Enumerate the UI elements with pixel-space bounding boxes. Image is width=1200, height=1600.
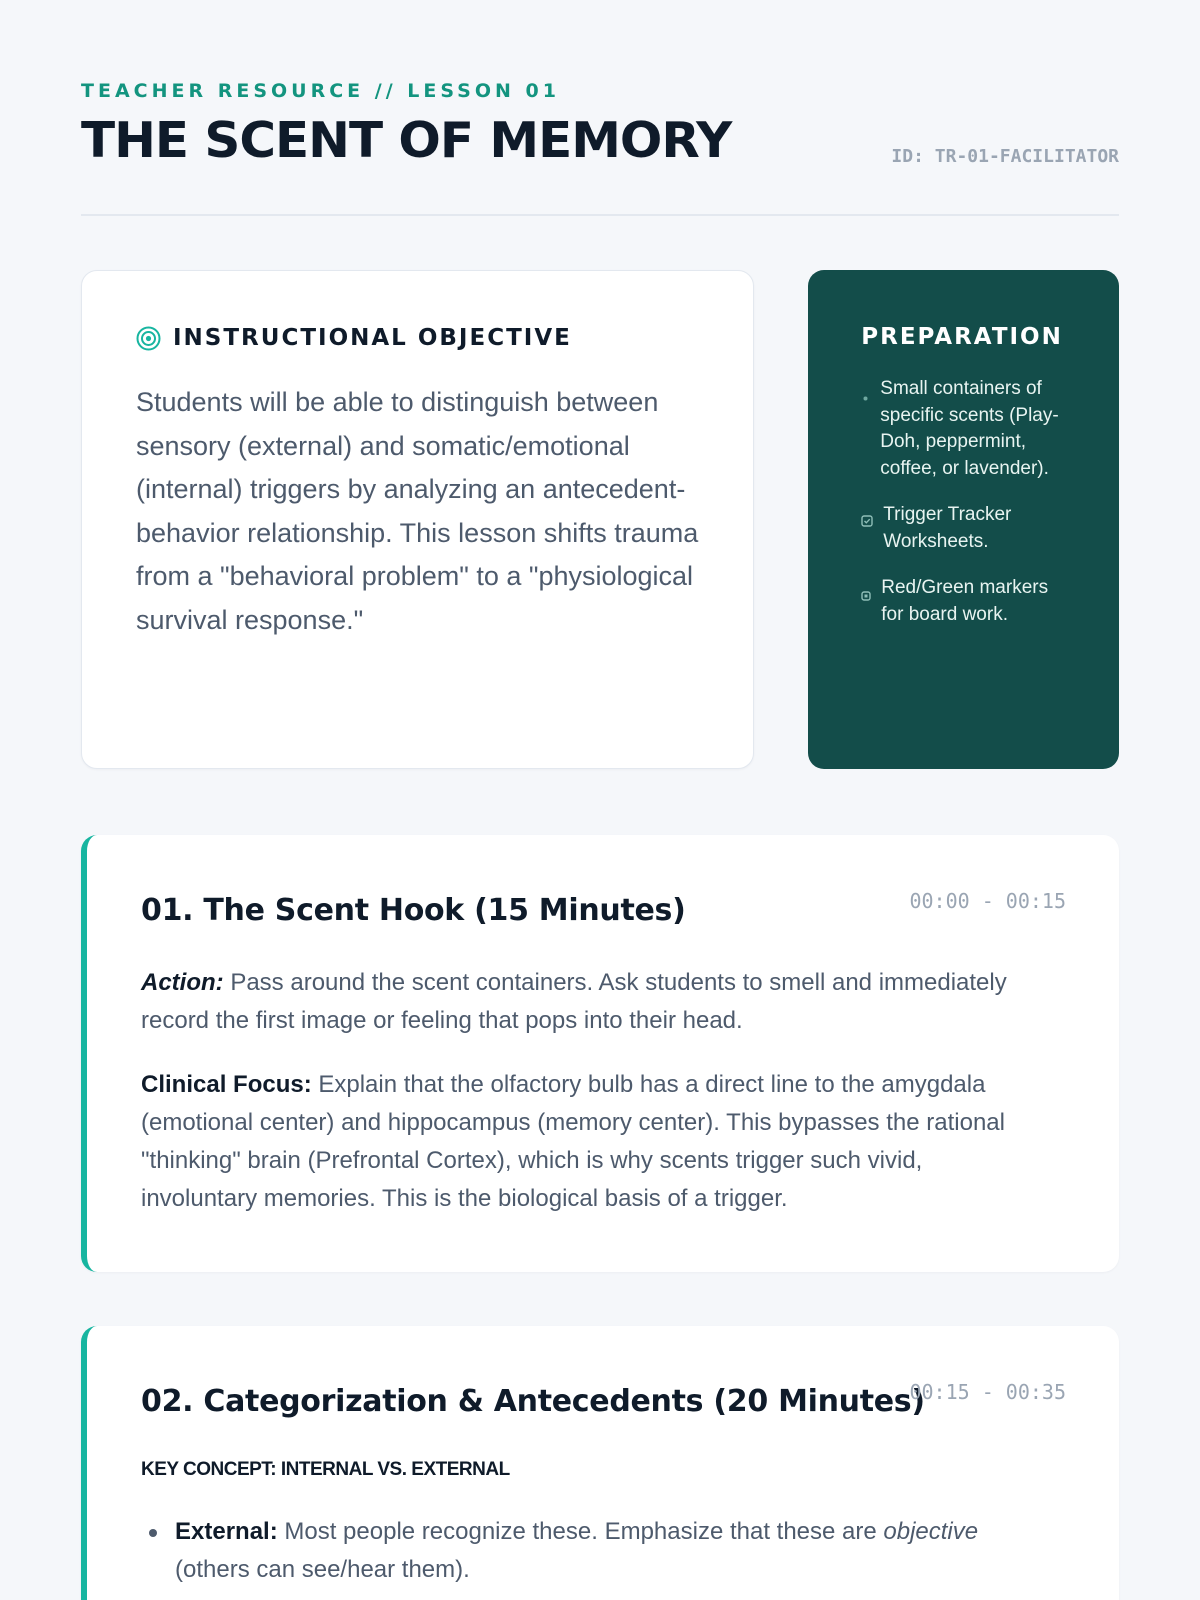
list-item (861, 575, 1069, 628)
action-paragraph (141, 964, 1065, 1040)
page-header (81, 0, 1119, 216)
concept-text: Most people recognize these. Emphasize that these are (277, 1518, 884, 1545)
preparation-item-label: Trigger Tracker Worksheets. (883, 504, 1012, 552)
section-time-range: 00:00 - 00:15 (909, 889, 1066, 913)
preparation-heading: PREPARATION (861, 324, 1063, 350)
dot-icon (861, 385, 870, 394)
key-concept-label: KEY CONCEPT: INTERNAL VS. EXTERNAL (141, 1459, 510, 1480)
objective-header (136, 325, 699, 351)
list-item (861, 502, 1069, 555)
preparation-list (861, 376, 1069, 628)
clinical-focus-text: Explain that the olfactory bulb has a direct line to the amygdala (emotional center) and hippocampus (memory center). This bypasses the rational "thinking" brain (Prefrontal Cortex), which is why scents trigger such vivid, involuntary memories. This is the biological basis of a trigger. (141, 1071, 1005, 1212)
lesson-eyebrow: TEACHER RESOURCE // LESSON 01 (81, 80, 560, 102)
lesson-section-categorization (81, 1326, 1119, 1600)
objective-card (81, 270, 754, 769)
section-time-range: 00:15 - 00:35 (909, 1380, 1066, 1404)
action-text: Pass around the scent containers. Ask students to smell and immediately record the first image or feeling that pops into their head. (141, 969, 1007, 1034)
list-item (141, 1513, 1065, 1589)
section-title: 02. Categorization & Antecedents (20 Minutes) (141, 1384, 925, 1419)
clinical-focus-label: Clinical Focus: (141, 1071, 312, 1098)
concept-label: External: (175, 1518, 278, 1545)
list-item (861, 376, 1069, 482)
objective-heading: INSTRUCTIONAL OBJECTIVE (173, 325, 572, 351)
action-label: Action: (141, 969, 224, 996)
section-title: 01. The Scent Hook (15 Minutes) (141, 893, 686, 928)
target-icon (136, 326, 161, 351)
preparation-item-label: Small containers of specific scents (Play-Doh, peppermint, coffee, or lavender). (880, 378, 1059, 479)
preparation-card (808, 270, 1119, 769)
document-id: ID: TR-01-FACILITATOR (891, 146, 1119, 167)
lesson-section-scent-hook (81, 835, 1119, 1272)
preparation-item-label: Red/Green markers for board work. (881, 577, 1049, 625)
clinical-focus-paragraph (141, 1066, 1065, 1218)
overview-row (81, 270, 1119, 769)
page-title: THE SCENT OF MEMORY (81, 112, 732, 169)
square-icon (861, 583, 871, 593)
concept-emphasis: objective (883, 1518, 979, 1545)
concept-text-end: (others can see/hear them). (175, 1556, 470, 1583)
checkbox-icon (861, 509, 873, 521)
objective-text: Students will be able to distinguish between sensory (external) and somatic/emotional (internal) triggers by analyzing an antecedent-behavior relationship. This lesson shifts trauma from a "behavioral problem" to a "physiological survival response." (136, 387, 699, 635)
concept-list (141, 1513, 1065, 1589)
